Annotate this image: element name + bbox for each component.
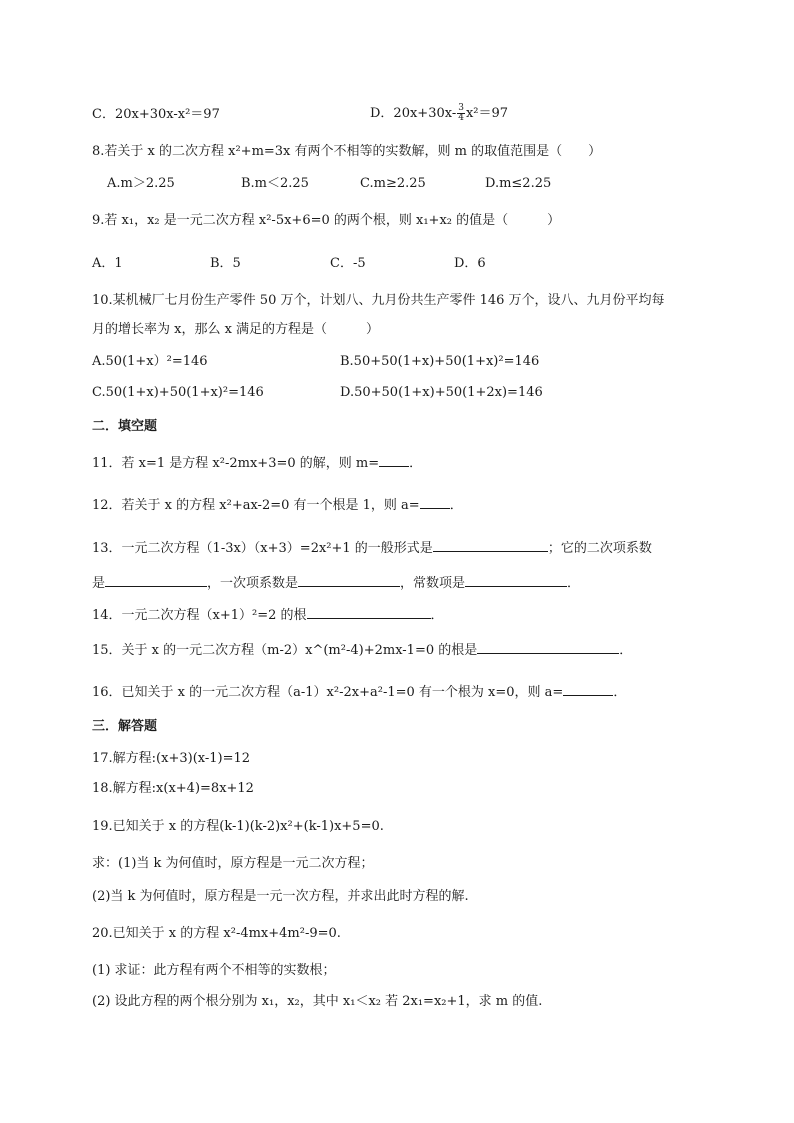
q8-stem: 8.若关于 x 的二次方程 x²+m=3x 有两个不相等的实数解，则 m 的取值范围是（ ） (92, 144, 602, 159)
q9-option-b: B．5 (210, 256, 241, 271)
q7-option-d (370, 104, 508, 123)
q18: 18.解方程:x(x+4)=8x+12 (92, 781, 254, 796)
q13-linear-coef-blank[interactable] (298, 573, 400, 587)
q8-option-b: B.m＜2.25 (241, 176, 309, 191)
q11-tail: ． (409, 456, 423, 471)
q19-part2: (2)当 k 为何值时，原方程是一元一次方程，并求出此时方程的解. (92, 889, 469, 904)
q14-answer-blank[interactable] (307, 605, 431, 619)
q20-stem: 20.已知关于 x 的方程 x²-4mx+4m²-9=0. (92, 926, 341, 941)
q7-fraction (457, 104, 465, 123)
q16 (92, 682, 626, 702)
q13-line1 (92, 538, 652, 558)
q15 (92, 640, 632, 660)
q16-tail: ． (613, 685, 627, 700)
q11-text: 11．若 x=1 是方程 x²-2mx+3=0 的解，则 m= (92, 456, 380, 471)
q9-option-d: D．6 (454, 256, 486, 271)
q13-line2 (92, 573, 580, 593)
q8-option-d: D.m≤2.25 (485, 176, 552, 191)
q13-text: 13．一元二次方程（1-3x）（x+3）=2x²+1 的一般形式是 (92, 541, 433, 556)
q14 (92, 605, 444, 625)
q19-part1: 求：(1)当 k 为何值时，原方程是一元二次方程； (92, 856, 374, 871)
section-fill-in-title: 二．填空题 (92, 419, 158, 434)
q20-part1: (1) 求证：此方程有两个不相等的实数根； (92, 963, 336, 978)
q10-option-a: A.50(1+x）²=146 (92, 354, 208, 369)
q17: 17.解方程:(x+3)(x-1)=12 (92, 751, 251, 766)
q13-line2-tail: ． (567, 576, 581, 591)
q7-option-d-prefix: D．20x+30x- (370, 106, 457, 121)
q14-text: 14．一元二次方程（x+1）²=2 的根 (92, 608, 307, 623)
q8-option-c: C.m≥2.25 (360, 176, 426, 191)
q20-part2: (2) 设此方程的两个根分别为 x₁，x₂，其中 x₁＜x₂ 若 2x₁=x₂+1，求 m 的值. (92, 994, 543, 1009)
q15-answer-blank[interactable] (477, 640, 619, 654)
q11-answer-blank[interactable] (379, 453, 409, 467)
q13-line1-tail: ；它的二次项系数 (547, 541, 652, 556)
q13-general-form-blank[interactable] (433, 538, 548, 552)
q14-tail: ． (430, 608, 444, 623)
q19-stem: 19.已知关于 x 的方程(k-1)(k-2)x²+(k-1)x+5=0. (92, 819, 384, 834)
q16-text: 16．已知关于 x 的一元二次方程（a-1）x²-2x+a²-1=0 有一个根为 x=0，则 a= (92, 685, 564, 700)
q8-option-a: A.m＞2.25 (107, 176, 175, 191)
q11 (92, 453, 422, 473)
q12-tail: ． (449, 498, 463, 513)
q7-fraction-denominator: 4 (458, 113, 464, 123)
q13-line2-b: ，一次项系数是 (207, 576, 299, 591)
q12 (92, 495, 463, 515)
q16-answer-blank[interactable] (563, 682, 613, 696)
q12-text: 12．若关于 x 的方程 x²+ax-2=0 有一个根是 1，则 a= (92, 498, 420, 513)
q7-fraction-numerator: 3 (458, 103, 464, 113)
q15-tail: ． (619, 643, 633, 658)
section-solution-title: 三．解答题 (92, 719, 158, 734)
q9-option-c: C．-5 (330, 256, 366, 271)
q9-option-a: A．1 (92, 256, 123, 271)
q10-option-d: D.50+50(1+x)+50(1+2x)=146 (340, 385, 543, 400)
q10-option-b: B.50+50(1+x)+50(1+x)²=146 (340, 354, 540, 369)
q10-stem-line2: 月的增长率为 x，那么 x 满足的方程是（ ） (92, 322, 380, 337)
q13-constant-blank[interactable] (465, 573, 567, 587)
q9-stem: 9.若 x₁，x₂ 是一元二次方程 x²-5x+6=0 的两个根，则 x₁+x₂ 的值是（ ） (92, 213, 561, 228)
q10-stem-line1: 10.某机械厂七月份生产零件 50 万个，计划八、九月份共生产零件 146 万个，设八、九月份平均每 (92, 293, 665, 308)
q13-line2-c: ，常数项是 (400, 576, 466, 591)
q10-option-c: C.50(1+x)+50(1+x)²=146 (92, 385, 264, 400)
q7-option-d-suffix: x²＝97 (465, 106, 509, 121)
q15-text: 15．关于 x 的一元二次方程（m-2）x^(m²-4)+2mx-1=0 的根是 (92, 643, 478, 658)
q7-option-c: C．20x+30x-x²＝97 (92, 107, 220, 122)
q13-line2-a: 是 (92, 576, 106, 591)
q12-answer-blank[interactable] (420, 495, 450, 509)
q13-quadratic-coef-blank[interactable] (105, 573, 207, 587)
